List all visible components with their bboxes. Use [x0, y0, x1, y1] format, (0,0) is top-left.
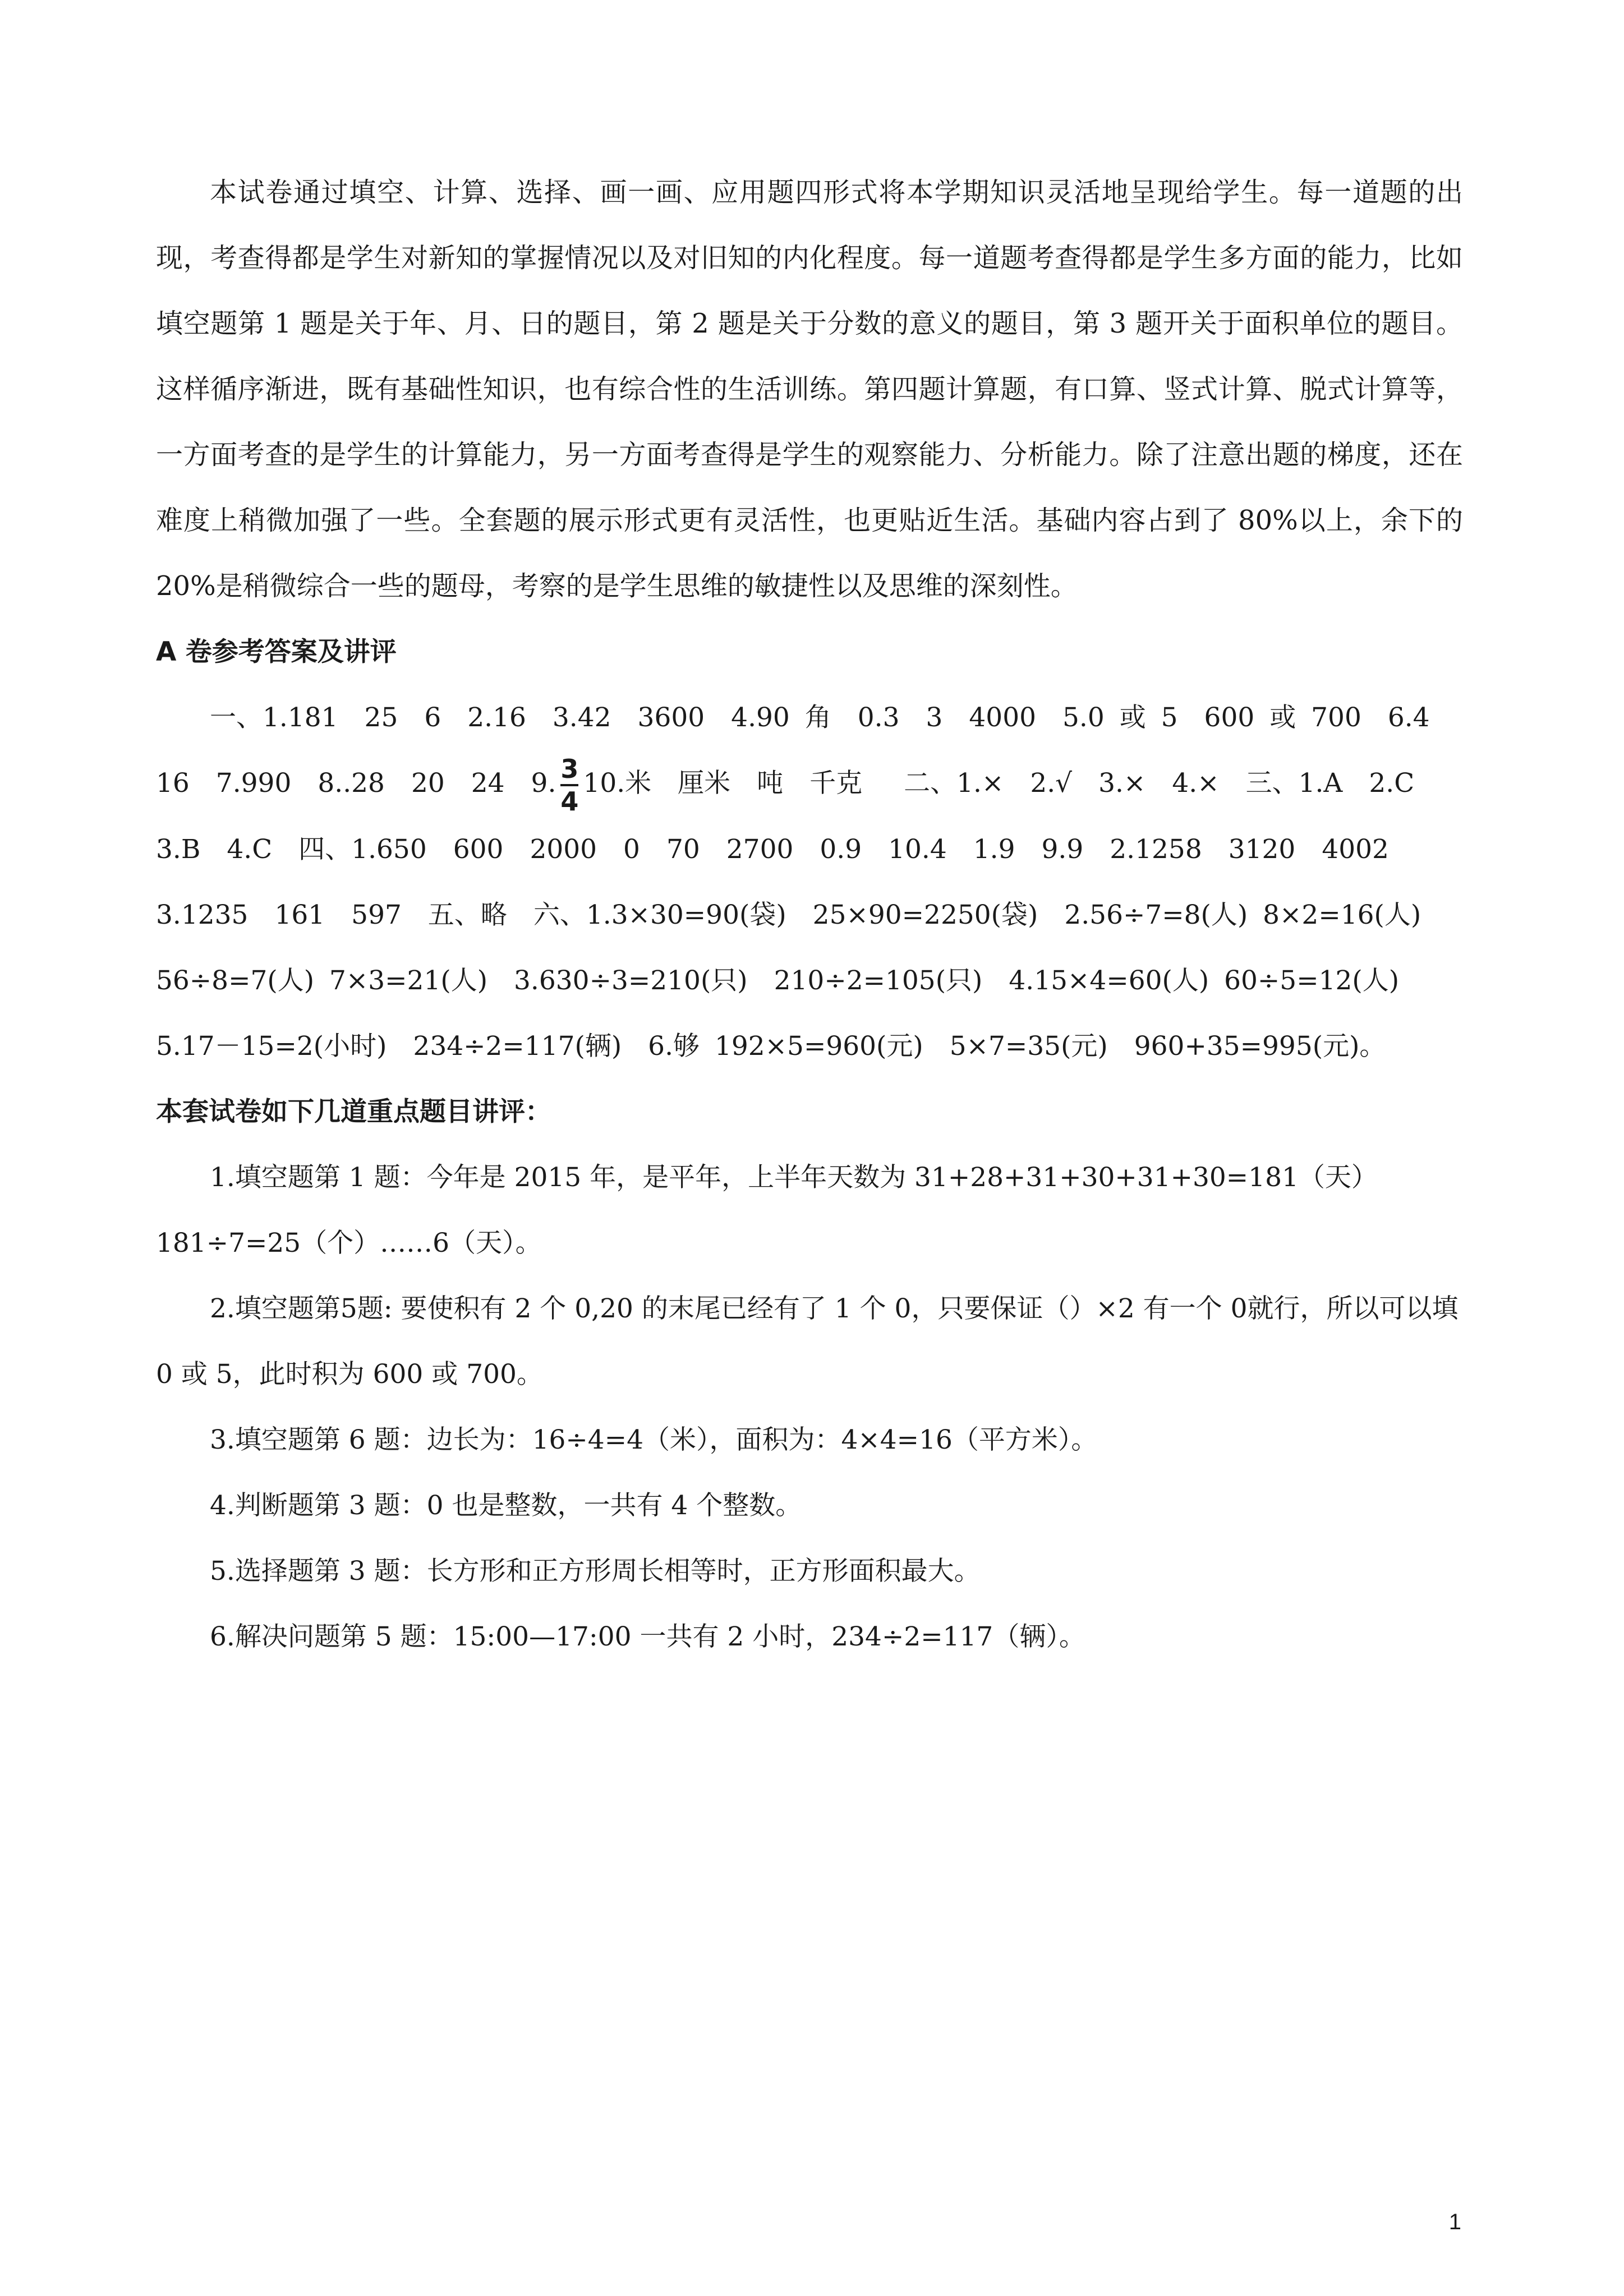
review-list — [156, 1145, 1463, 1670]
answers-heading: A 卷参考答案及讲评 — [156, 637, 397, 667]
answers-text-part-2: 10.米 厘米 吨 千克 二、1.× 2.√ 3.× 4.× 三、1.A 2.C 3.B 4.C 四、1.650 600 2000 0 70 2700 0.9 10.4 1.9 9.9 2.1258 3120 4002 3.1235 161 597 五、略 六、1.3×30=90(袋) 25×90=2250(袋) 2.56÷7=8(人) 8×2=16(人) 56÷8=7(人) 7×3=21(人) 3.630÷3=210(只) 210÷2=105(只) 4.15×4=60(人) 60÷5=12(人) 5.17－15=2(小时) 234÷2=117(辆) 6.够 192×5=960(元) 5×7=35(元) 960+35=995(元)。 — [156, 768, 1448, 1062]
review-item-1: 1.填空题第 1 题：今年是 2015 年，是平年，上半年天数为 31+28+31+30+31+30=181（天）181÷7=25（个）……6（天）。 — [156, 1162, 1378, 1258]
page-number: 1 — [1448, 2210, 1461, 2234]
fraction-three-quarters — [560, 754, 578, 817]
answers-paragraph — [156, 685, 1463, 1079]
intro-section — [156, 160, 1463, 619]
review-item-5: 5.选择题第 3 题：长方形和正方形周长相等时，正方形面积最大。 — [210, 1556, 981, 1587]
review-item-3: 3.填空题第 6 题：边长为：16÷4=4（米），面积为：4×4=16（平方米）。 — [210, 1424, 1098, 1455]
review-item-2: 2.填空题第5题: 要使积有 2 个 0,20 的末尾已经有了 1 个 0，只要保证（）×2 有一个 0就行，所以可以填 0 或 5，此时积为 600 或 700。 — [156, 1293, 1459, 1390]
answers-section — [156, 619, 1463, 1079]
review-section — [156, 1079, 1463, 1670]
review-item-4: 4.判断题第 3 题：0 也是整数，一共有 4 个整数。 — [210, 1490, 802, 1521]
intro-paragraph: 本试卷通过填空、计算、选择、画一画、应用题四形式将本学期知识灵活地呈现给学生。每一道题的出现，考查得都是学生对新知的掌握情况以及对旧知的内化程度。每一道题考查得都是学生多方面的能力，比如填空题第 1 题是关于年、月、日的题目，第 2 题是关于分数的意义的题目，第 3 题开关于面积单位的题目。这样循序渐进，既有基础性知识，也有综合性的生活训练。第四题计算题，有口算、竖式计算、脱式计算等，一方面考查的是学生的计算能力，另一方面考查得是学生的观察能力、分析能力。除了注意出题的梯度，还在难度上稍微加强了一些。全套题的展示形式更有灵活性，也更贴近生活。基础内容占到了 80%以上，余下的 20%是稍微综合一些的题母，考察的是学生思维的敏捷性以及思维的深刻性。 — [156, 177, 1463, 602]
answers-text-part-1: 一、1.181 25 6 2.16 3.42 3600 4.90 角 0.3 3 4000 5.0 或 5 600 或 700 6.4 16 7.990 8..28 20 24 9. — [156, 702, 1456, 799]
fraction-numerator: 3 — [560, 754, 578, 786]
document-content — [156, 160, 1463, 1670]
fraction-denominator: 4 — [560, 786, 579, 817]
review-item-6: 6.解决问题第 5 题：15:00—17:00 一共有 2 小时，234÷2=117（辆）。 — [210, 1621, 1085, 1652]
review-heading: 本套试卷如下几道重点题目讲评： — [156, 1096, 551, 1127]
